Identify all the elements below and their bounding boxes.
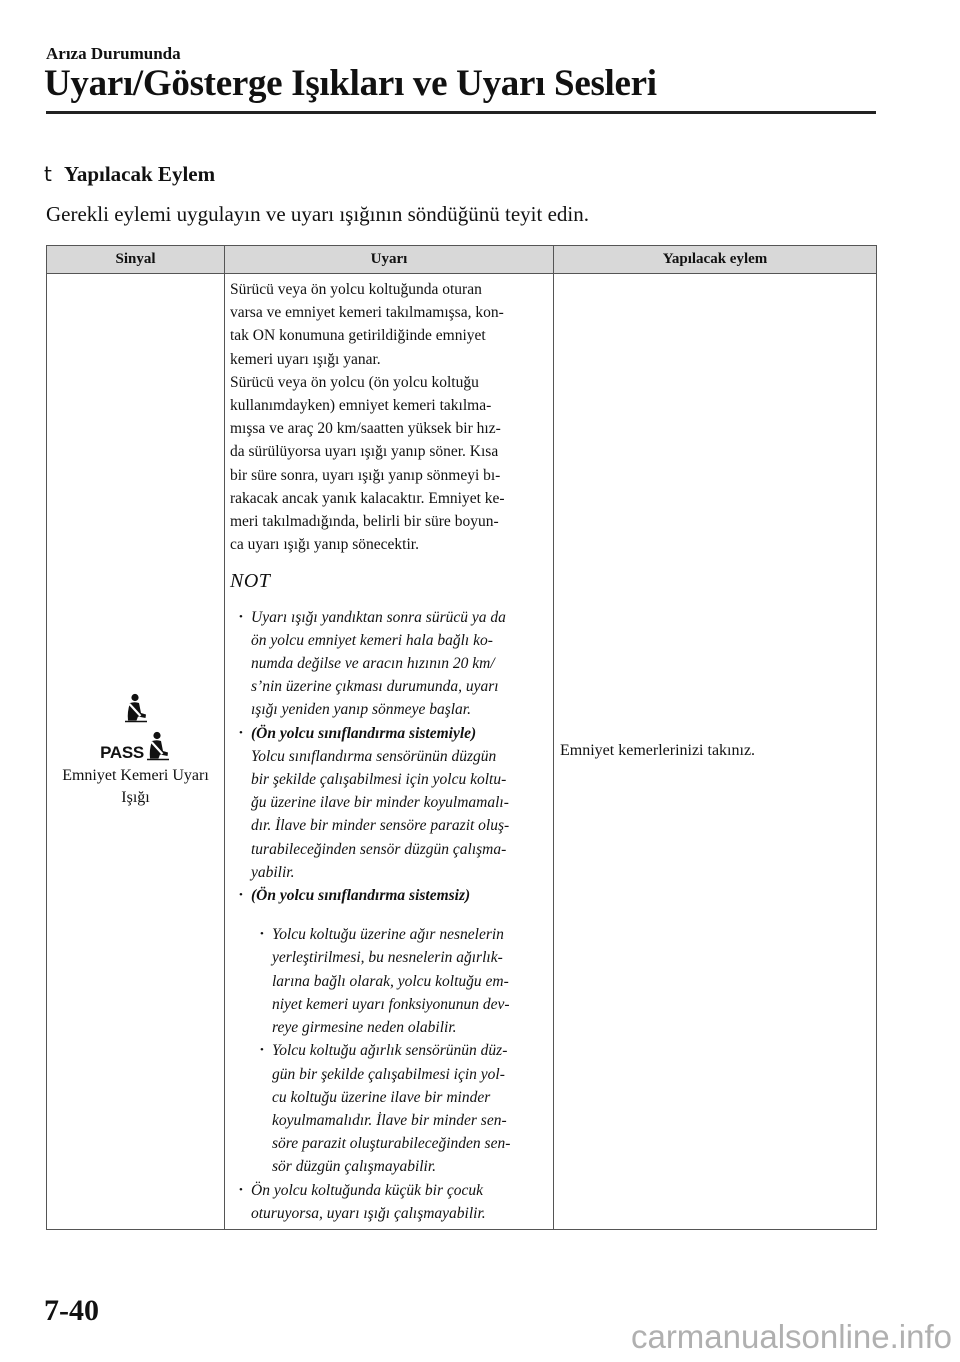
text-line: söre parazit oluşturabileceğinden sen- bbox=[272, 1135, 511, 1153]
signal-icons bbox=[51, 693, 220, 761]
passenger-seatbelt-warning-icon bbox=[145, 731, 171, 761]
pass-label: PASS bbox=[100, 743, 144, 763]
text-line: Sürücü veya ön yolcu (ön yolcu koltuğu bbox=[230, 373, 479, 391]
note-heading: NOT bbox=[230, 570, 271, 593]
warning-table bbox=[46, 245, 877, 1230]
text-line: • Yolcu koltuğu üzerine ağır nesnelerin bbox=[272, 926, 504, 944]
passenger-indicator bbox=[100, 731, 171, 761]
text-line: larına bağlı olarak, yolcu koltuğu em- bbox=[272, 972, 509, 990]
text-line: kemeri uyarı ışığı yanar. bbox=[230, 350, 381, 368]
text-line: bir süre sonra, uyarı ışığı yanıp sönmeyi bı- bbox=[230, 466, 501, 484]
page-number: 7-40 bbox=[44, 1294, 99, 1327]
section-heading-text: Yapılacak Eylem bbox=[64, 162, 216, 186]
text-line: • Uyarı ışığı yandıktan sonra sürücü ya da bbox=[251, 608, 506, 626]
note-item bbox=[230, 1179, 549, 1225]
signal-name-line2: Işığı bbox=[121, 789, 150, 807]
section-intro: Gerekli eylemi uygulayın ve uyarı ışığının söndüğünü teyit edin. bbox=[46, 202, 589, 226]
table-row bbox=[47, 274, 877, 1230]
text-line: kullanımdayken) emniyet kemeri takılma- bbox=[230, 397, 492, 415]
warning-description bbox=[230, 278, 549, 556]
text-line: bir şekilde çalışabilmesi için yolcu koltu- bbox=[251, 771, 507, 789]
text-line: turabileceğinden sensör düzgün çalışma- bbox=[251, 840, 507, 858]
text-line: ön yolcu emniyet kemeri hala bağlı ko- bbox=[251, 631, 493, 649]
text-line: • Ön yolcu koltuğunda küçük bir çocuk bbox=[251, 1181, 483, 1199]
text-line: ca uyarı ışığı yanıp sönecektir. bbox=[230, 536, 419, 554]
text-line: meri takılmadığında, belirli bir süre boyun- bbox=[230, 513, 499, 531]
note-item bbox=[230, 606, 549, 722]
warning-cell bbox=[225, 274, 554, 1230]
text-line: sör düzgün çalışmayabilir. bbox=[272, 1158, 437, 1176]
column-header-action: Yapılacak eylem bbox=[554, 246, 877, 274]
title-divider bbox=[46, 111, 876, 114]
text-line: dır. İlave bir minder sensöre parazit oluş- bbox=[251, 817, 510, 835]
text-line: oturuyorsa, uyarı ışığı çalışmayabilir. bbox=[251, 1204, 486, 1222]
text-line: yabilir. bbox=[251, 863, 295, 881]
text-line: niyet kemeri uyarı fonksiyonunun dev- bbox=[272, 995, 510, 1013]
text-line: cu koltuğu üzerine ilave bir minder bbox=[272, 1088, 491, 1106]
note-subheading: • (Ön yolcu sınıflandırma sistemsiz) bbox=[251, 887, 471, 905]
text-line: koyulmamalıdır. İlave bir minder sen- bbox=[272, 1111, 507, 1129]
text-line: Sürücü veya ön yolcu koltuğunda oturan bbox=[230, 281, 482, 298]
note-subheading: • (Ön yolcu sınıflandırma sistemiyle) bbox=[251, 724, 477, 742]
text-line: reye girmesine neden olabilir. bbox=[272, 1019, 457, 1037]
text-line: • Yolcu koltuğu ağırlık sensörünün düz- bbox=[272, 1042, 508, 1060]
column-header-warning: Uyarı bbox=[225, 246, 554, 274]
text-line: Yolcu sınıflandırma sensörünün düzgün bbox=[251, 747, 497, 765]
sub-note-item bbox=[251, 923, 549, 1039]
text-line: yerleştirilmesi, bu nesnelerin ağırlık- bbox=[272, 949, 503, 967]
signal-cell bbox=[47, 274, 225, 1230]
text-line: varsa ve emniyet kemeri takılmamışsa, kon- bbox=[230, 304, 504, 322]
chapter-label: Arıza Durumunda bbox=[46, 44, 181, 63]
page-title: Uyarı/Gösterge Işıkları ve Uyarı Sesleri bbox=[44, 63, 657, 104]
text-line: ğu üzerine ilave bir minder koyulmamalı- bbox=[251, 794, 509, 812]
text-line: da sürülüyorsa uyarı ışığı yanıp söner. Kısa bbox=[230, 443, 499, 461]
text-line: ışığı yeniden yanıp sönmeye başlar. bbox=[251, 701, 471, 719]
note-list bbox=[230, 606, 549, 1225]
note-item bbox=[230, 722, 549, 884]
section-heading bbox=[44, 162, 215, 187]
signal-name-line1: Emniyet Kemeri Uyarı bbox=[62, 767, 209, 785]
column-header-signal: Sinyal bbox=[47, 246, 225, 274]
text-line: mışsa ve araç 20 km/saatten yüksek bir hız- bbox=[230, 420, 501, 438]
seatbelt-warning-icon bbox=[123, 693, 149, 723]
table-header-row bbox=[47, 246, 877, 274]
text-line: gün bir şekilde çalışabilmesi için yol- bbox=[272, 1065, 505, 1083]
text-line: rakacak ancak yanık kalacaktır. Emniyet ke- bbox=[230, 489, 505, 507]
action-cell: Emniyet kemerlerinizi takınız. bbox=[554, 274, 877, 1230]
watermark: carmanualsonline.info bbox=[630, 1318, 952, 1355]
sub-note-list bbox=[251, 923, 549, 1178]
section-bullet-icon: t bbox=[44, 162, 52, 186]
text-line: numda değilse ve aracın hızının 20 km/ bbox=[251, 655, 495, 673]
note-item bbox=[230, 884, 549, 1178]
sub-note-item bbox=[251, 1039, 549, 1178]
text-line: tak ON konumuna getirildiğinde emniyet bbox=[230, 327, 486, 345]
text-line: s’nin üzerine çıkması durumunda, uyarı bbox=[251, 678, 499, 696]
